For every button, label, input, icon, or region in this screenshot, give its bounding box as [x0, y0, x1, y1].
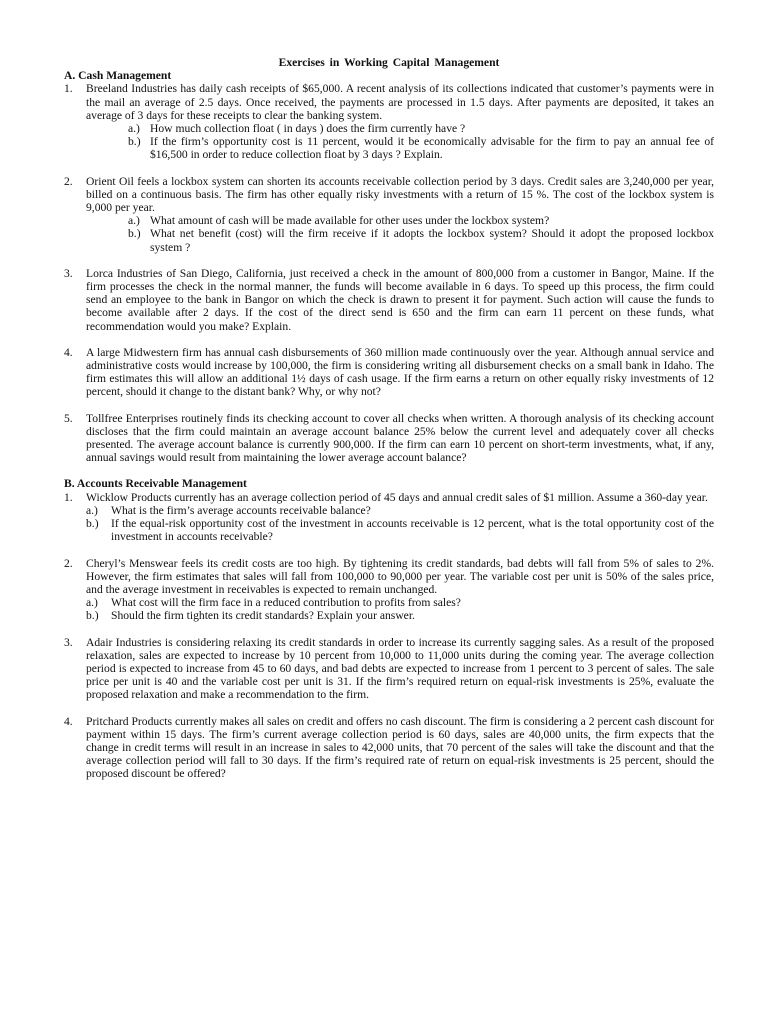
- sub-question-text: Should the firm tighten its credit standards? Explain your answer.: [111, 609, 415, 623]
- sub-question: [64, 517, 714, 543]
- question-number: 3.: [64, 266, 73, 280]
- sub-question-text: If the firm’s opportunity cost is 11 percent, would it be economically advisable for the firm to pay an annual fee of $16,500 in order to reduce collection float by 3 days ? Explain.: [150, 135, 714, 162]
- question-b2: [64, 557, 714, 623]
- question-number: 4.: [64, 714, 73, 728]
- sub-question-text: What net benefit (cost) will the firm receive if it adopts the lockbox system? Should it adopt the proposed lockbox system ?: [150, 227, 714, 254]
- sub-question: [64, 596, 714, 609]
- sub-question-label: b.): [128, 227, 141, 241]
- document-title: Exercises in Working Capital Management: [278, 56, 500, 69]
- sub-question-label: a.): [86, 596, 98, 610]
- question-number: 2.: [64, 174, 73, 188]
- sub-question-label: b.): [86, 517, 99, 531]
- question-number: 2.: [64, 556, 73, 570]
- sub-question: [86, 227, 714, 253]
- question-number: 1.: [64, 490, 73, 504]
- sub-question: [86, 122, 714, 135]
- question-number: 1.: [64, 82, 73, 96]
- sub-question: [64, 609, 714, 622]
- question-a2: [64, 175, 714, 254]
- question-text: Adair Industries is considering relaxing its credit standards in order to increase its currently sagging sales. As a result of the proposed relaxation, sales are expected to increase by 10 percent from 10,000 to 11,000 units during the coming year. The average collection period is expected to increase from 45 to 60 days, and bad debts are expected to increase from 1 percent to 3 percent of sales. The sale price per unit is 40 and the variable cost per unit is 31. If the firm’s required return on equal-risk investments is 25%, evaluate the proposed relaxation and make a recommendation to the firm.: [86, 635, 714, 702]
- question-text: Breeland Industries has daily cash receipts of $65,000. A recent analysis of its collections indicated that customer’s payments were in the mail an average of 2.5 days. Once received, the payments are processed in 1.5 days. After payments are deposited, it takes an average of 3 days for these receipts to clear the banking system.: [86, 82, 714, 122]
- sub-question-text: How much collection float ( in days ) does the firm currently have ?: [150, 122, 466, 136]
- question-number: 5.: [64, 411, 73, 425]
- question-number: 4.: [64, 345, 73, 359]
- sub-question: [64, 504, 714, 517]
- question-text: Wicklow Products currently has an average collection period of 45 days and annual credit sales of $1 million. Assume a 360-day year.: [86, 490, 708, 504]
- sub-question: [86, 135, 714, 161]
- sub-question-label: b.): [86, 609, 99, 623]
- question-a5: [64, 412, 714, 465]
- question-a4: [64, 346, 714, 399]
- question-text: Tollfree Enterprises routinely finds its checking account to cover all checks when written. A thorough analysis of its checking account discloses that the firm could maintain an average account balance 25% below the current level and adequately cover all checks presented. The average account balance is currently 900,000. If the firm can earn 10 percent on short-term investments, what, if any, annual savings would result from maintaining the lower average account balance?: [86, 411, 714, 465]
- question-number: 3.: [64, 635, 73, 649]
- sub-question-text: If the equal-risk opportunity cost of the investment in accounts receivable is 12 percent, what is the total opportunity cost of the investment in accounts receivable?: [111, 517, 714, 544]
- question-b1: [64, 491, 714, 544]
- sub-question-label: b.): [128, 135, 141, 149]
- question-b4: [64, 715, 714, 781]
- question-a3: [64, 267, 714, 333]
- sub-question-label: a.): [128, 122, 140, 136]
- question-text: Orient Oil feels a lockbox system can shorten its accounts receivable collection period by 3 days. Credit sales are 3,240,000 per year, billed on a continuous basis. The firm has other equally risky investments with a return of 15 %. The cost of the lockbox system is 9,000 per year.: [86, 174, 714, 215]
- sub-question-text: What is the firm’s average accounts receivable balance?: [111, 503, 371, 517]
- sub-question-label: a.): [128, 214, 140, 228]
- question-text: Lorca Industries of San Diego, California, just received a check in the amount of 800,000 from a customer in Bangor, Maine. If the firm processes the check in the normal manner, the funds will become available in 6 days. To speed up this process, the firm could send an employee to the bank in Bangor on which the check is drawn to present it for payment. Such action will cause the funds to become available after 2 days. If the cost of the direct send is 650 and the firm can earn 11 percent on these funds, what recommendation would you make? Explain.: [86, 266, 714, 333]
- question-b3: [64, 636, 714, 702]
- question-text: A large Midwestern firm has annual cash disbursements of 360 million made continuously over the year. Although annual service and administrative costs would increase by 100,000, the firm is considering writing all disbursement checks on a small bank in Idaho. The firm estimates this will allow an additional 1½ days of cash usage. If the firm earns a return on other equally risky investments of 12 percent, should it change to the distant bank? Why, or why not?: [86, 345, 714, 399]
- section-heading-accounts-receivable: B. Accounts Receivable Management: [64, 477, 247, 491]
- sub-question-text: What amount of cash will be made available for other uses under the lockbox system?: [150, 214, 550, 228]
- question-a1: [64, 82, 714, 161]
- question-text: Cheryl’s Menswear feels its credit costs are too high. By tightening its credit standards, bad debts will fall from 5% of sales to 2%. However, the firm estimates that sales will fall from 100,000 to 90,000 per year. The variable cost per unit is 50% of the sales price, and the average investment in receivables is expected to remain unchanged.: [86, 556, 714, 596]
- question-text: Pritchard Products currently makes all sales on credit and offers no cash discount. The firm is considering a 2 percent cash discount for payment within 15 days. The firm’s current average collection period is 60 days, sales are 40,000 units, the firm expects that the change in credit terms will result in an increase in sales to 42,000 units, that 70 percent of the sales will take the discount and that the average collection period will fall to 30 days. If the firm’s required rate of return on equal-risk investments is 25 percent, should the proposed discount be offered?: [86, 714, 714, 781]
- sub-question-label: a.): [86, 503, 98, 517]
- sub-question-text: What cost will the firm face in a reduced contribution to profits from sales?: [111, 596, 461, 610]
- section-heading-cash-management: A. Cash Management: [64, 69, 172, 83]
- sub-question: [86, 214, 714, 227]
